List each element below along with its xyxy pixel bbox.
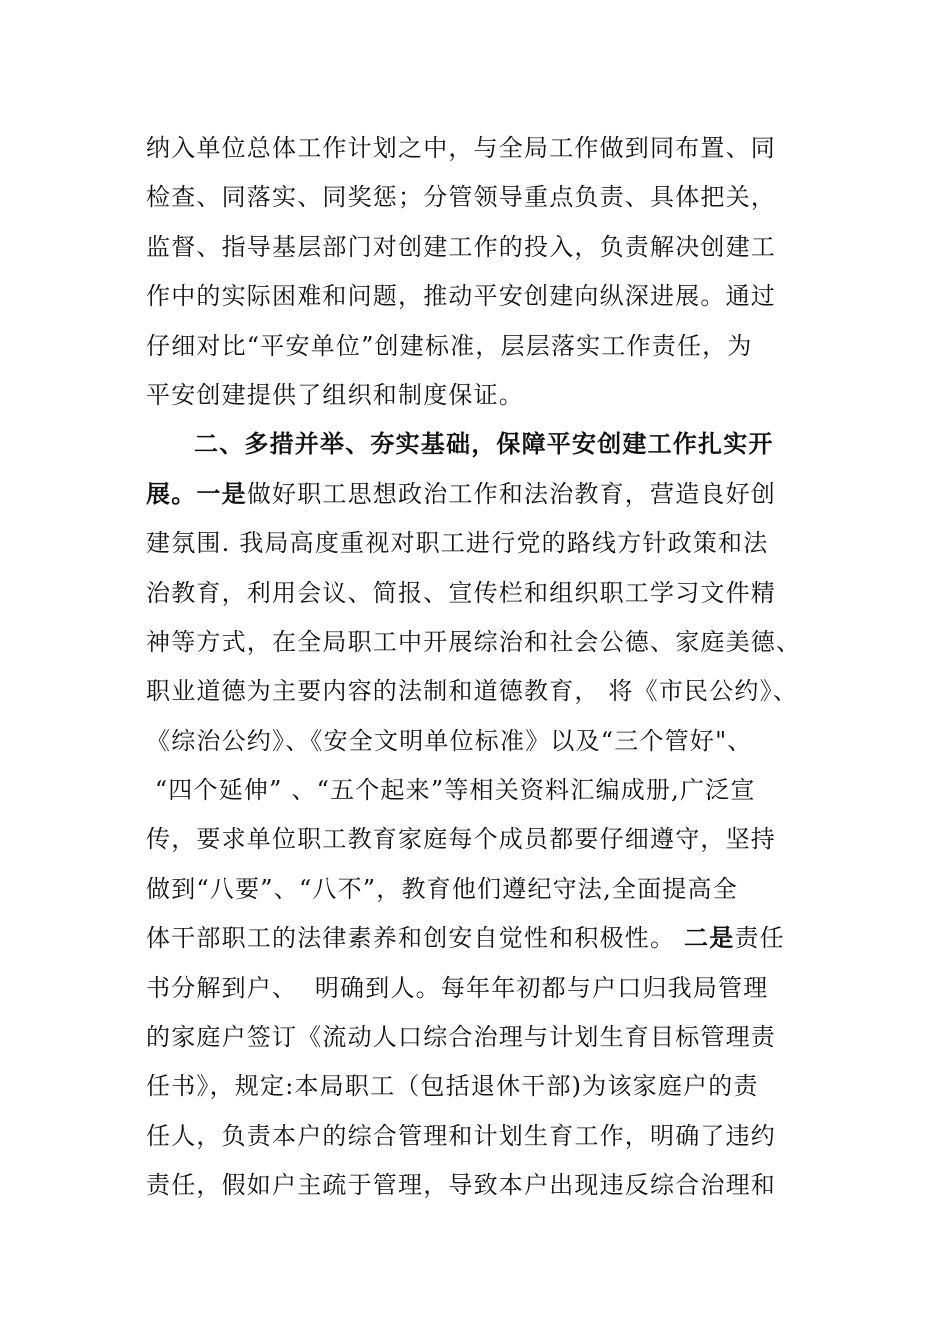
paragraph-line: 做到“八要”、“八不”，教育他们遵纪守法,全面提高全 <box>146 874 738 903</box>
paragraph-line: 作中的实际困难和问题，推动平安创建向纵深进展。通过 <box>146 282 776 311</box>
paragraph-line: 任人，负责本户的综合管理和计划生育工作，明确了违约 <box>146 1121 776 1150</box>
point-label-2: 二是 <box>684 924 735 953</box>
paragraph-text: 责任 <box>734 924 785 953</box>
paragraph-line: 纳入单位总体工作计划之中，与全局工作做到同布置、同 <box>146 134 776 162</box>
paragraph-line: 任书》，规定:本局职工（包括退休干部)为该家庭户的责 <box>146 1072 759 1101</box>
paragraph-line: 责任，假如户主疏于管理，导致本户出现违反综合治理和 <box>146 1171 776 1200</box>
paragraph-line: 的家庭户签订《流动人口综合治理与计划生育目标管理责 <box>146 1023 776 1052</box>
paragraph-line <box>146 470 826 519</box>
section-heading-end: 展。 <box>146 479 197 508</box>
paragraph-line: 仔细对比“平安单位”创建标准，层层落实工作责任，为 <box>146 331 753 360</box>
paragraph-line: 检查、同落实、同奖惩；分管领导重点负责、具体把关， <box>146 183 776 212</box>
paragraph-text: 体干部职工的法律素养和创安自觉性和积极性。 <box>146 924 685 953</box>
paragraph-line: 传，要求单位职工教育家庭每个成员都要仔细遵守，坚持 <box>146 825 776 854</box>
point-label-1: 一是 <box>196 479 247 508</box>
paragraph-line: 神等方式，在全局职工中开展综治和社会公德、家庭美德、 <box>146 627 802 656</box>
section-heading: 二、多措并举、夯实基础，保障平安创建工作扎实开 <box>194 430 774 459</box>
paragraph-line: 监督、指导基层部门对创建工作的投入，负责解决创建工 <box>146 232 776 261</box>
paragraph-line: 《综治公约》、《安全文明单位标准》以及“三个管好"、 <box>146 726 753 755</box>
paragraph-line: 建氛围. 我局高度重视对职工进行党的路线方针政策和法 <box>146 529 769 558</box>
paragraph-line: 书分解到户、 明确到人。每年年初都与户口归我局管理 <box>146 973 769 1002</box>
paragraph-line <box>146 914 826 963</box>
paragraph-line: 治教育，利用会议、简报、宣传栏和组织职工学习文件精 <box>146 578 776 607</box>
paragraph-text: 做好职工思想政治工作和法治教育，营造良好创 <box>246 479 777 508</box>
paragraph-line: 平安创建提供了组织和制度保证。 <box>146 380 524 409</box>
document-body <box>146 124 826 1211</box>
paragraph-line: 职业道德为主要内容的法制和道德教育， 将《市民公约》、 <box>146 677 799 706</box>
paragraph-line: “四个延伸” 、“五个起来”等相关资料汇编成册,广泛宣 <box>146 776 756 805</box>
